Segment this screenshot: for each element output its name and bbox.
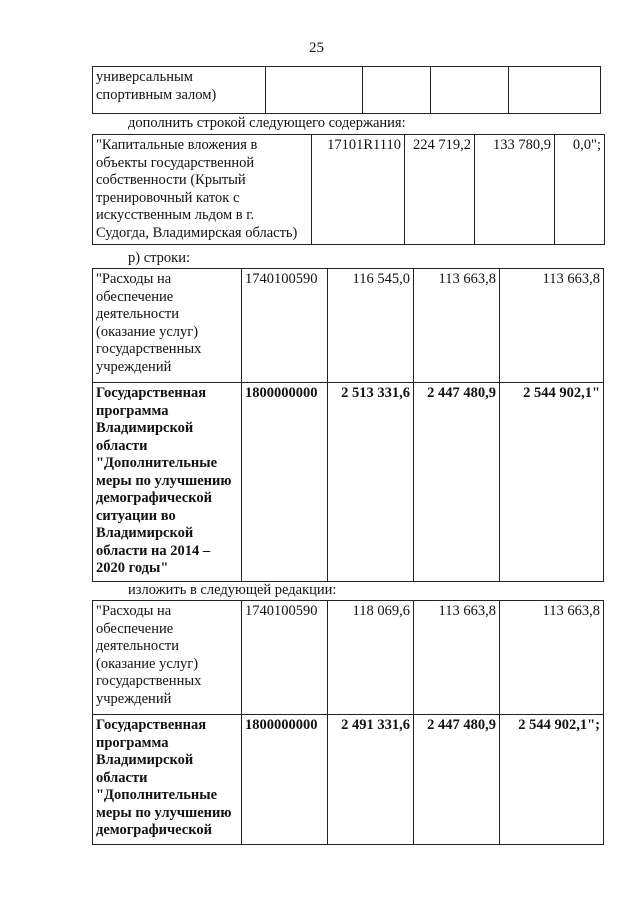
row-code-cell xyxy=(266,67,363,114)
page-number: 25 xyxy=(309,40,324,56)
row-code-cell: 1740100590 xyxy=(242,601,328,715)
row-value-3-cell: 113 663,8 xyxy=(500,269,604,383)
row-value-3-cell: 2 544 902,1"; xyxy=(500,715,604,845)
row-value-1-cell: 116 545,0 xyxy=(328,269,414,383)
table-row xyxy=(93,67,601,114)
caption-new-edition: изложить в следующей редакции: xyxy=(128,582,337,598)
table-old-rows xyxy=(92,268,604,582)
row-code-cell: 1800000000 xyxy=(242,715,328,845)
row-value-3-cell xyxy=(509,67,601,114)
row-code-cell: 1740100590 xyxy=(242,269,328,383)
caption-add-row: дополнить строкой следующего содержания: xyxy=(128,115,406,131)
row-name-cell: Государственная программа Владимирской области "Дополнительные меры по улучшению демографической ситуации во Владимирской области на 2014 – 2020 годы" xyxy=(93,383,242,582)
row-value-1-cell: 224 719,2 xyxy=(405,135,475,245)
row-value-2-cell xyxy=(431,67,509,114)
row-value-2-cell: 113 663,8 xyxy=(414,269,500,383)
table-row xyxy=(93,715,604,845)
table-row xyxy=(93,383,604,582)
row-value-3-cell: 113 663,8 xyxy=(500,601,604,715)
row-value-1-cell: 2 491 331,6 xyxy=(328,715,414,845)
table-row xyxy=(93,135,605,245)
row-value-2-cell: 113 663,8 xyxy=(414,601,500,715)
row-value-2-cell: 2 447 480,9 xyxy=(414,715,500,845)
table-continuation xyxy=(92,66,601,114)
row-name-cell: "Расходы на обеспечение деятельности (оказание услуг) государственных учреждений xyxy=(93,269,242,383)
row-value-2-cell: 2 447 480,9 xyxy=(414,383,500,582)
row-name-cell: Государственная программа Владимирской области "Дополнительные меры по улучшению демографической xyxy=(93,715,242,845)
row-code-cell: 17101R1110 xyxy=(312,135,405,245)
row-value-1-cell: 2 513 331,6 xyxy=(328,383,414,582)
table-added-row xyxy=(92,134,605,245)
row-name-cell: универсальным спортивным залом) xyxy=(93,67,266,114)
row-value-2-cell: 133 780,9 xyxy=(475,135,555,245)
row-value-3-cell: 0,0"; xyxy=(555,135,605,245)
row-code-cell: 1800000000 xyxy=(242,383,328,582)
row-value-1-cell: 118 069,6 xyxy=(328,601,414,715)
caption-rows: р) строки: xyxy=(128,250,190,266)
table-row xyxy=(93,269,604,383)
table-row xyxy=(93,601,604,715)
table-new-rows xyxy=(92,600,604,845)
row-value-1-cell xyxy=(363,67,431,114)
row-name-cell: "Расходы на обеспечение деятельности (оказание услуг) государственных учреждений xyxy=(93,601,242,715)
row-name-cell: "Капитальные вложения в объекты государственной собственности (Крытый тренировочный каток с искусственным льдом в г. Судогда, Владимирская область) xyxy=(93,135,312,245)
row-value-3-cell: 2 544 902,1" xyxy=(500,383,604,582)
